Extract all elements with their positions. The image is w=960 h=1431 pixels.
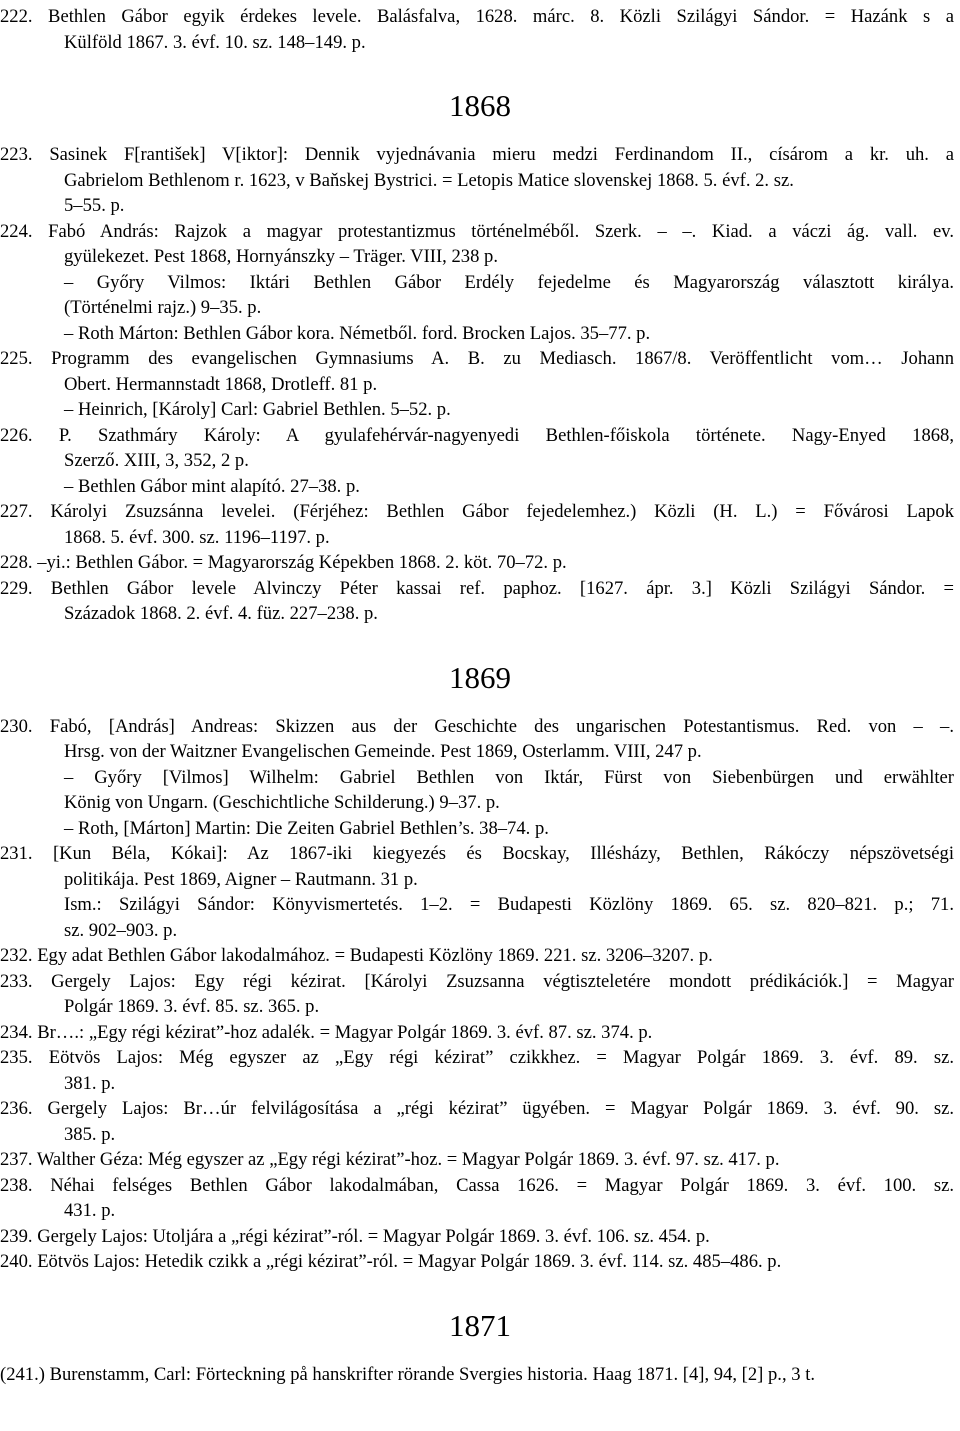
entry-line: 238. Néhai felséges Bethlen Gábor lakodalmában, Cassa 1626. = Magyar Polgár 1869. 3. évf. 100. sz. (0, 1174, 954, 1196)
entry-line: – Roth, [Márton] Martin: Die Zeiten Gabriel Bethlen’s. 38–74. p. (64, 817, 549, 839)
entry-line: Ism.: Szilágyi Sándor: Könyvismertetés. 1–2. = Budapesti Közlöny 1869. 65. sz. 820–821. p.; 71. (64, 894, 954, 915)
entry-line: 240. Eötvös Lajos: Hetedik czikk a „régi kézirat”-ról. = Magyar Polgár 1869. 3. évf. 114. sz. 485–486. p. (0, 1251, 782, 1272)
entry-line: König von Ungarn. (Geschichtliche Schilderung.) 9–37. p. (64, 792, 500, 813)
bibliography-entry (0, 550, 954, 576)
bibliography-entry (0, 423, 954, 500)
entry-line: 224. Fabó András: Rajzok a magyar protestantizmus történelméből. Szerk. – –. Kiad. a váczi ág. vall. ev. (0, 220, 954, 242)
entry-line: 381. p. (64, 1072, 116, 1094)
entry-line: – Heinrich, [Károly] Carl: Gabriel Bethlen. 5–52. p. (64, 399, 451, 420)
year-heading: 1871 (449, 1307, 511, 1343)
entry-line: – Győry Vilmos: Iktári Bethlen Gábor Erdély fejedelme és Magyarország választott királya. (64, 271, 954, 293)
entry-line: 225. Programm des evangelischen Gymnasiums A. B. zu Mediasch. 1867/8. Veröffentlicht vom… Johann (0, 348, 954, 369)
entry-line: 234. Br….: „Egy régi kézirat”-hoz adalék. = Magyar Polgár 1869. 3. évf. 87. sz. 374. p. (0, 1021, 653, 1043)
entry-line: – Roth Márton: Bethlen Gábor kora. Németből. ford. Brocken Lajos. 35–77. p. (64, 322, 651, 344)
entry-line: 385. p. (64, 1123, 116, 1145)
entry-line: 230. Fabó, [András] Andreas: Skizzen aus der Geschichte des ungarischen Potestantismus. Red. von – –. (0, 715, 954, 737)
bibliography-entry (0, 714, 954, 842)
entry-line: 228. –yi.: Bethlen Gábor. = Magyarország Képekben 1868. 2. köt. 70–72. p. (0, 552, 567, 573)
entry-line: 229. Bethlen Gábor levele Alvinczy Péter kassai ref. paphoz. [1627. ápr. 3.] Közli Szilágyi Sándor. = (0, 577, 954, 599)
entry-line: 5–55. p. (64, 195, 125, 216)
entry-line: (Történelmi rajz.) 9–35. p. (64, 297, 262, 318)
entry-line: 431. p. (64, 1200, 116, 1221)
entry-line: 227. Károlyi Zsuzsánna levelei. (Férjéhez: Bethlen Gábor fejedelemhez.) Közli (H. L.) = Fővárosi Lapok (0, 501, 954, 522)
bibliography-entry (0, 576, 954, 627)
entry-line: Gabrielom Bethlenom r. 1623, v Baňskej Bystrici. = Letopis Matice slovenskej 1868. 5. évf. 2. sz. (64, 169, 794, 191)
bibliography-entry (0, 1173, 954, 1224)
bibliography-entry (0, 1249, 954, 1275)
bibliography-entry (0, 1362, 954, 1388)
bibliography-entry (0, 219, 954, 347)
entry-line: 1868. 5. évf. 300. sz. 1196–1197. p. (64, 526, 330, 548)
bibliography-entry (0, 346, 954, 423)
entry-line: politikája. Pest 1869, Aigner – Rautmann. 31 p. (64, 868, 418, 890)
entry-line: 235. Eötvös Lajos: Még egyszer az „Egy régi kézirat” czikkhez. = Magyar Polgár 1869. 3. évf. 89. sz. (0, 1047, 954, 1068)
bibliography-entry (0, 4, 954, 55)
entry-line: 239. Gergely Lajos: Utoljára a „régi kézirat”-ról. = Magyar Polgár 1869. 3. évf. 106. sz. 454. p. (0, 1225, 710, 1247)
bibliography-entry (0, 841, 954, 943)
entry-line: 226. P. Szathmáry Károly: A gyulafehérvár-nagyenyedi Bethlen-főiskola története. Nagy-Enyed 1868, (0, 424, 954, 446)
entry-line: – Bethlen Gábor mint alapító. 27–38. p. (64, 475, 360, 497)
entry-line: Obert. Hermannstadt 1868, Drotleff. 81 p. (64, 373, 378, 395)
entry-line: (241.) Burenstamm, Carl: Förteckning på hanskrifter rörande Svergies historia. Haag 1871. [4], 94, [2] p., 3 t. (0, 1363, 816, 1385)
entry-line: Külföld 1867. 3. évf. 10. sz. 148–149. p. (64, 31, 366, 53)
entry-line: Hrsg. von der Waitzner Evangelischen Gemeinde. Pest 1869, Osterlamm. VIII, 247 p. (64, 741, 702, 762)
entry-line: 232. Egy adat Bethlen Gábor lakodalmához. = Budapesti Közlöny 1869. 221. sz. 3206–3207. p. (0, 945, 713, 966)
entry-line: Szerző. XIII, 3, 352, 2 p. (64, 450, 249, 471)
entry-line: gyülekezet. Pest 1868, Hornyánszky – Träger. VIII, 238 p. (64, 246, 498, 267)
entry-line: 231. [Kun Béla, Kókai]: Az 1867-iki kiegyezés és Bocskay, Illésházy, Bethlen, Rákóczy népszövetségi (0, 843, 954, 864)
bibliography-entry (0, 499, 954, 550)
bibliography-entry (0, 1096, 954, 1147)
bibliography-entry (0, 1045, 954, 1096)
entry-line: 237. Walther Géza: Még egyszer az „Egy régi kézirat”-hoz. = Magyar Polgár 1869. 3. évf. 97. sz. 417. p. (0, 1149, 780, 1170)
entry-line: 236. Gergely Lajos: Br…úr felvilágosítása a „régi kézirat” ügyében. = Magyar Polgár 1869. 3. évf. 90. sz. (0, 1098, 954, 1119)
year-heading: 1868 (449, 88, 511, 123)
entry-line: Polgár 1869. 3. évf. 85. sz. 365. p. (64, 996, 320, 1017)
entry-line: Századok 1868. 2. évf. 4. füz. 227–238. p. (64, 603, 378, 624)
bibliography-entry (0, 943, 954, 969)
bibliography-entry (0, 1020, 954, 1046)
bibliography-entry (0, 142, 954, 219)
bibliography-entry (0, 1147, 954, 1173)
bibliography-entry (0, 969, 954, 1020)
entry-line: 233. Gergely Lajos: Egy régi kézirat. [Károlyi Zsuzsanna végtiszteletére mondott prédikációk.] = Magyar (0, 970, 954, 992)
year-heading: 1869 (449, 659, 511, 695)
entry-line: 222. Bethlen Gábor egyik érdekes levele. Balásfalva, 1628. márc. 8. Közli Szilágyi Sándor. = Hazánk s a (0, 6, 954, 27)
bibliography-entry (0, 1224, 954, 1250)
entry-line: 223. Sasinek F[rantišek] V[iktor]: Dennik vyjednávania mieru medzi Ferdinandom II., císárom a kr. uh. a (0, 144, 954, 165)
entry-line: – Győry [Vilmos] Wilhelm: Gabriel Bethlen von Iktár, Fürst von Siebenbürgen und erwählter (64, 766, 954, 788)
entry-line: sz. 902–903. p. (64, 919, 178, 941)
